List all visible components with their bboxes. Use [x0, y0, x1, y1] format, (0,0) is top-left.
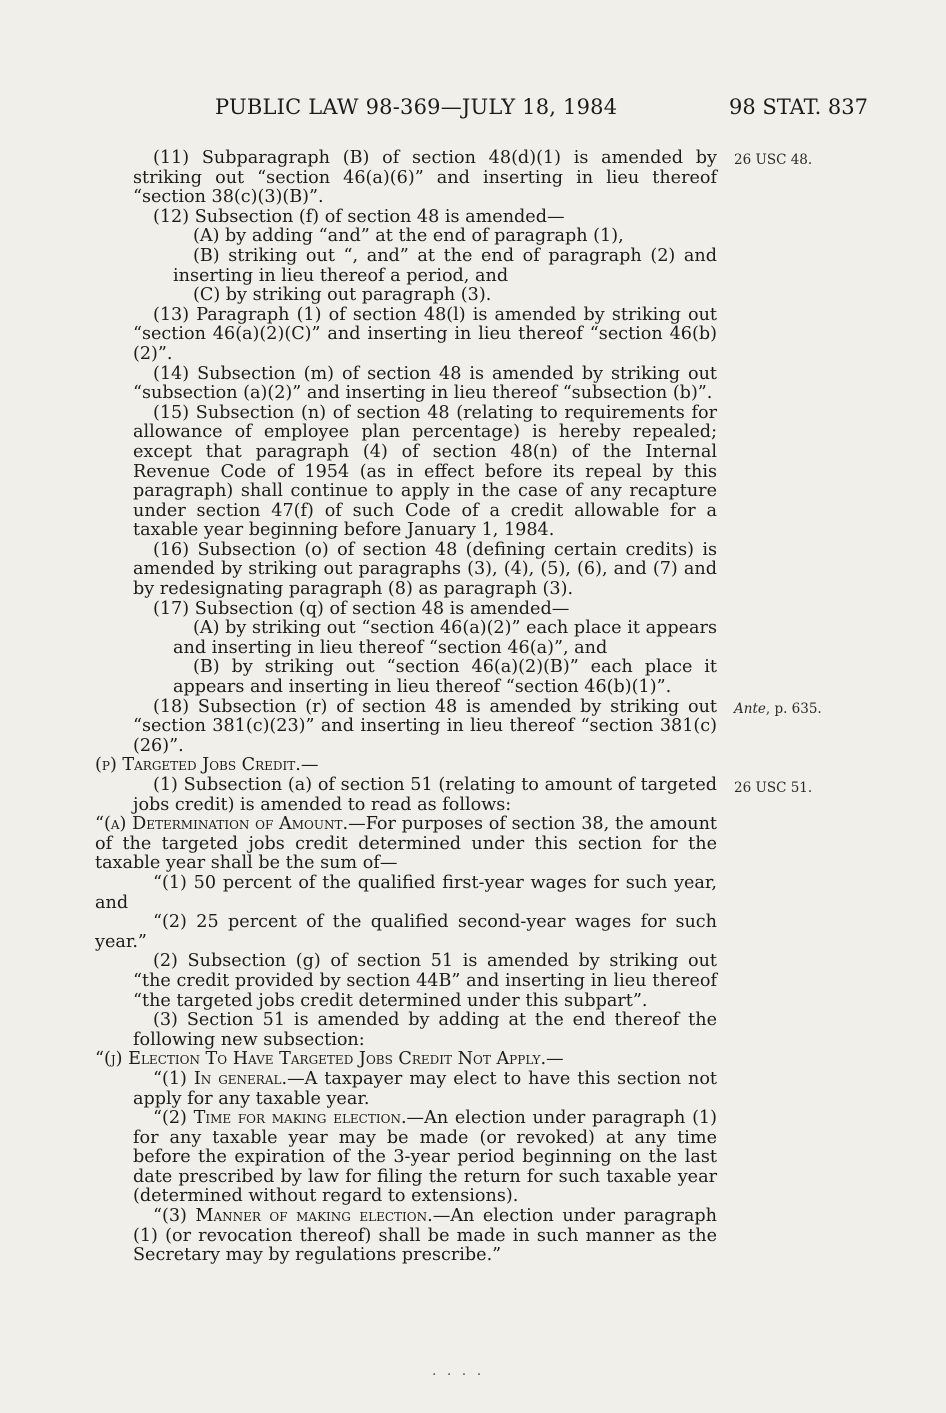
paragraph-13: (13) Paragraph (1) of section 48(l) is amended by striking out “section 46(a)(2)(C)” and inserting in lieu thereof “section 46(b)(2)”. [133, 304, 717, 364]
quoted-j-3-heading: “(3) Manner of making election. [153, 1206, 433, 1227]
footer-dots: . . . . [432, 1363, 485, 1379]
margin-note-ante-italic: Ante [734, 701, 766, 717]
paragraph-12-c: (C) by striking out paragraph (3). [193, 285, 492, 306]
quoted-j-2-text: —An election under paragraph (1) for any taxable year may be made (or revoked) at any time before the expiration of the 3-year period beginning on the last date prescribed by law for filing the return for such taxable year (determined without regard to extensions). [133, 1108, 717, 1207]
paragraph-12: (12) Subsection (f) of section 48 is amended— [153, 206, 565, 227]
subsection-p-3: (3) Section 51 is amended by adding at the end thereof the following new subsection: [133, 1010, 717, 1050]
margin-note-26-usc-48: 26 USC 48. [734, 152, 813, 168]
margin-note-ante [734, 701, 822, 717]
quoted-subsection-a-text: —For purposes of section 38, the amount of the targeted jobs credit determined under this section for the taxable year shall be the sum of— [95, 814, 717, 874]
statute-text [95, 149, 717, 1266]
paragraph-11: (11) Subparagraph (B) of section 48(d)(1) is amended by striking out “section 46(a)(6)” and inserting in lieu thereof “section 38(c)(3)(B)”. [133, 148, 717, 208]
margin-note-ante-page: , p. 635. [765, 701, 822, 717]
running-title: PUBLIC LAW 98-369—JULY 18, 1984 [215, 95, 618, 119]
quoted-a-1: “(1) 50 percent of the qualified first-year wages for such year, and [95, 872, 717, 913]
page-header [0, 95, 946, 125]
paragraph-18: (18) Subsection (r) of section 48 is amended by striking out “section 381(c)(23)” and inserting in lieu thereof “section 381(c)(26)”. [133, 696, 717, 756]
paragraph-17: (17) Subsection (q) of section 48 is amended— [153, 598, 570, 619]
quoted-j-1-text: —A taxpayer may elect to have this section not apply for any taxable year. [133, 1068, 717, 1109]
subsection-p-2: (2) Subsection (g) of section 51 is amended by striking out “the credit provided by section 44B” and inserting in lieu thereof “the targeted jobs credit determined under this subpart”. [133, 951, 717, 1011]
paragraph-17-b: (B) by striking out “section 46(a)(2)(B)” each place it appears and inserting in lieu thereof “section 46(b)(1)”. [173, 657, 717, 698]
quoted-j-1-heading: “(1) In general. [153, 1068, 288, 1089]
margin-note-26-usc-51: 26 USC 51. [734, 780, 813, 796]
quoted-j-2-heading: “(2) Time for making election. [153, 1108, 407, 1129]
quoted-j-1 [95, 1070, 717, 1109]
quoted-j-2 [95, 1109, 717, 1207]
paragraph-16: (16) Subsection (o) of section 48 (defining certain credits) is amended by striking out paragraphs (3), (4), (5), (6), and (7) and by redesignating paragraph (8) as paragraph (3). [133, 539, 717, 600]
quoted-subsection-a-heading: “(a) Determination of Amount. [95, 814, 349, 835]
quoted-a-2: “(2) 25 percent of the qualified second-year wages for such year.” [95, 912, 717, 952]
quoted-subsection-j-heading: “(j) Election To Have Targeted Jobs Credit Not Apply.— [95, 1049, 564, 1070]
stat-page-number: 98 STAT. 837 [729, 95, 869, 119]
paragraph-17-a: (A) by striking out “section 46(a)(2)” each place it appears and inserting in lieu thereof “section 46(a)”, and [173, 618, 717, 658]
paragraph-15: (15) Subsection (n) of section 48 (relating to requirements for allowance of employee plan percentage) is hereby repealed; except that paragraph (4) of section 48(n) of the Internal Revenue Code of 1954 (as in effect before its repeal by this paragraph) shall continue to apply in the case of any recapture under section 47(f) of such Code of a credit allowable for a taxable year beginning before January 1, 1984. [133, 402, 717, 541]
paragraph-14: (14) Subsection (m) of section 48 is amended by striking out “subsection (a)(2)” and inserting in lieu thereof “subsection (b)”. [133, 363, 717, 404]
quoted-j-3 [95, 1207, 717, 1266]
paragraph-12-b: (B) striking out “, and” at the end of paragraph (2) and inserting in lieu thereof a period, and [173, 245, 717, 286]
quoted-subsection-a [95, 815, 717, 874]
paragraph-12-a: (A) by adding “and” at the end of paragraph (1), [193, 226, 624, 247]
subsection-p-heading: (p) Targeted Jobs Credit.— [95, 755, 319, 776]
quoted-j-3-text: —An election under paragraph (1) (or revocation thereof) shall be made in such manner as the Secretary may by regulations prescribe.” [133, 1206, 717, 1266]
subsection-p-1: (1) Subsection (a) of section 51 (relating to amount of targeted jobs credit) is amended to read as follows: [133, 775, 717, 815]
